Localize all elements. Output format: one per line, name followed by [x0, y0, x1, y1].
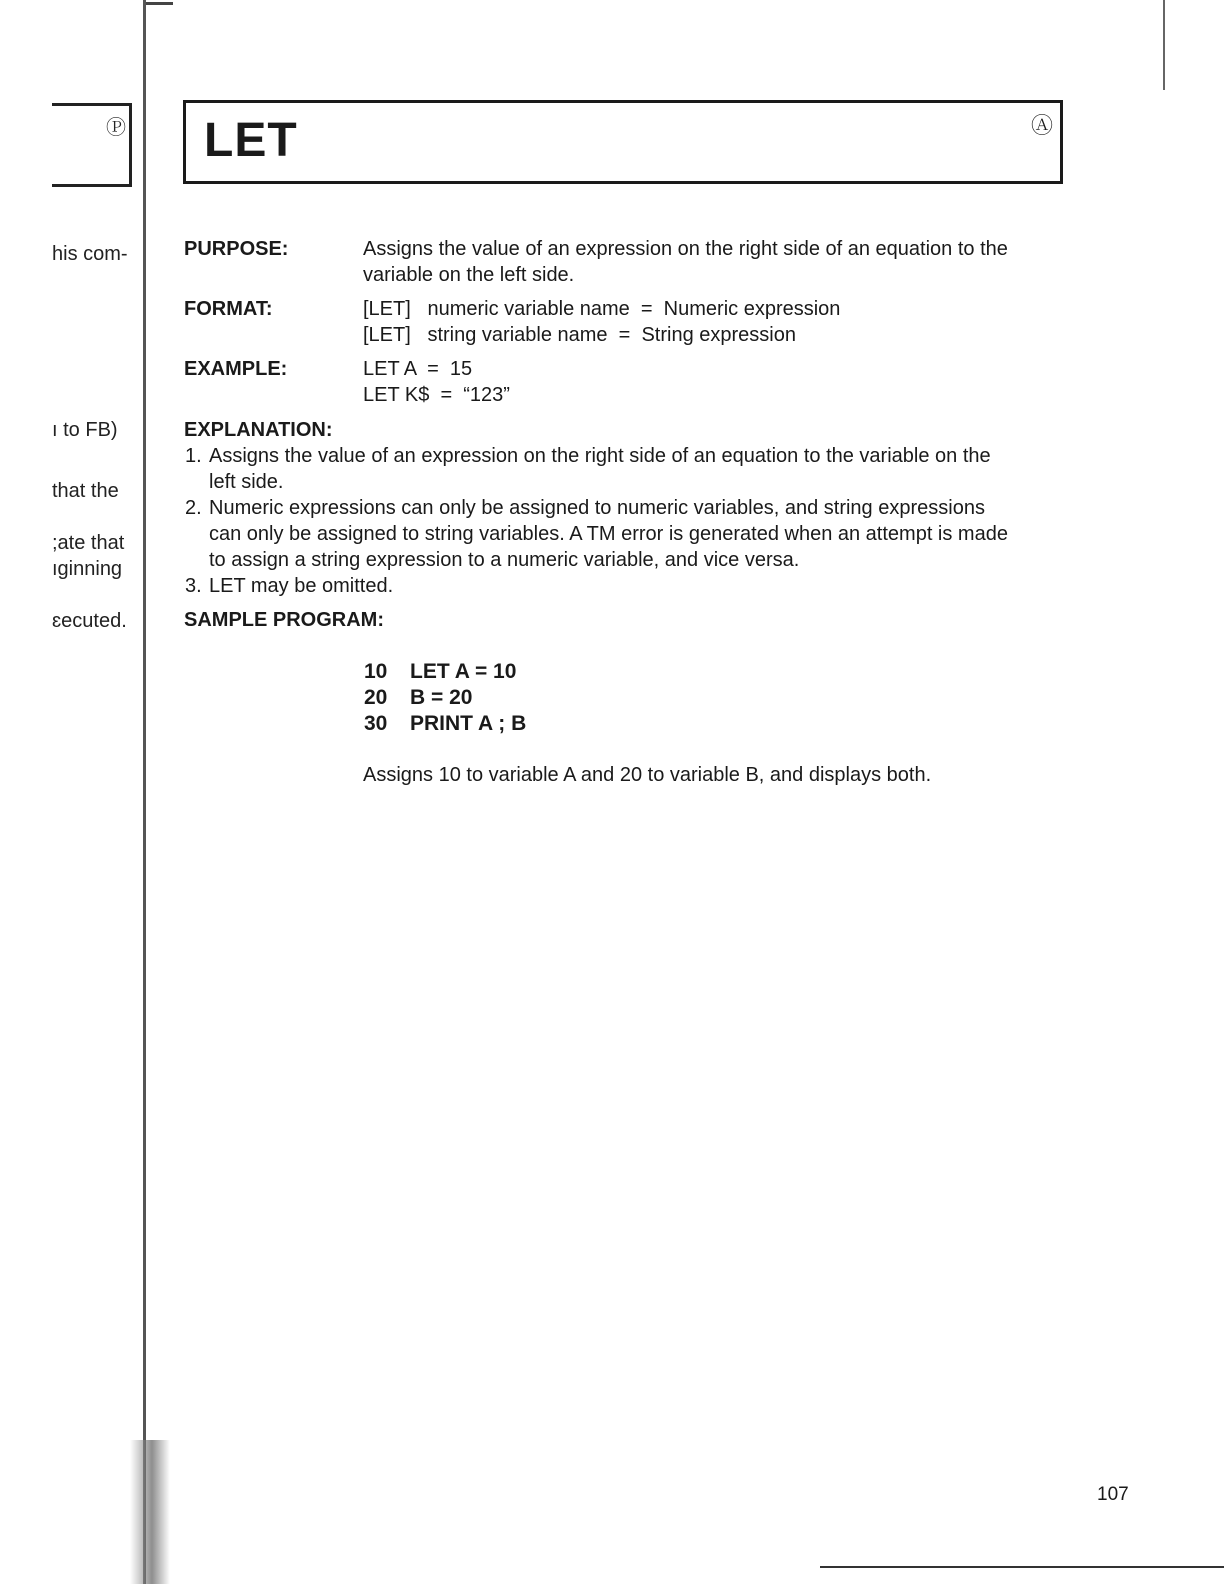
explanation-item-number: 2.: [185, 497, 202, 519]
binding-shadow: [130, 1440, 170, 1584]
format-line: [LET] numeric variable name = Numeric expression: [363, 298, 841, 320]
bottom-edge-rule: [820, 1566, 1224, 1568]
purpose-text-line: variable on the left side.: [363, 264, 575, 286]
previous-page-fragment: that the: [52, 480, 119, 502]
format-label: FORMAT:: [184, 298, 273, 320]
binding-edge: [143, 2, 173, 5]
explanation-item-line: can only be assigned to string variables. A TM error is generated when an attempt is made: [209, 523, 1008, 545]
explanation-item-line: LET may be omitted.: [209, 575, 394, 597]
code-statement: B = 20: [410, 686, 473, 709]
previous-page-fragment: ı to FB): [52, 419, 118, 441]
page-title: LET: [204, 114, 298, 167]
sample-program-label: SAMPLE PROGRAM:: [184, 609, 384, 631]
explanation-item-line: left side.: [209, 471, 284, 493]
right-page-edge: [1163, 0, 1165, 90]
explanation-item-line: to assign a string expression to a numeric variable, and vice versa.: [209, 549, 800, 571]
previous-page-fragment: ıginning: [52, 558, 123, 580]
code-line-number: 10: [364, 660, 388, 683]
example-line: LET K$ = “123”: [363, 384, 510, 406]
example-line: LET A = 15: [363, 358, 473, 380]
explanation-label: EXPLANATION:: [184, 419, 333, 441]
page-number: 107: [1097, 1484, 1129, 1505]
explanation-item-line: Assigns the value of an expression on the right side of an equation to the variable on the: [209, 445, 991, 467]
previous-page-fragment: ;ate that: [52, 532, 125, 554]
code-statement: PRINT A ; B: [410, 712, 527, 735]
binding-line: [143, 0, 146, 1584]
purpose-text-line: Assigns the value of an expression on the right side of an equation to the: [363, 238, 1008, 260]
explanation-item-number: 1.: [185, 445, 202, 467]
explanation-item-line: Numeric expressions can only be assigned to numeric variables, and string expressions: [209, 497, 985, 519]
previous-page-mark: Ⓟ: [106, 117, 126, 139]
code-statement: LET A = 10: [410, 660, 517, 683]
title-box: [183, 100, 1063, 184]
purpose-label: PURPOSE:: [184, 238, 289, 260]
previous-page-fragment: ɛecuted.: [52, 610, 127, 632]
format-line: [LET] string variable name = String expression: [363, 324, 796, 346]
example-label: EXAMPLE:: [184, 358, 288, 380]
explanation-item-number: 3.: [185, 575, 202, 597]
previous-page-fragment: his com-: [52, 243, 128, 265]
sample-note: Assigns 10 to variable A and 20 to variable B, and displays both.: [363, 764, 932, 786]
code-line-number: 20: [364, 686, 388, 709]
code-line-number: 30: [364, 712, 388, 735]
title-mode-mark: Ⓐ: [1031, 113, 1054, 138]
